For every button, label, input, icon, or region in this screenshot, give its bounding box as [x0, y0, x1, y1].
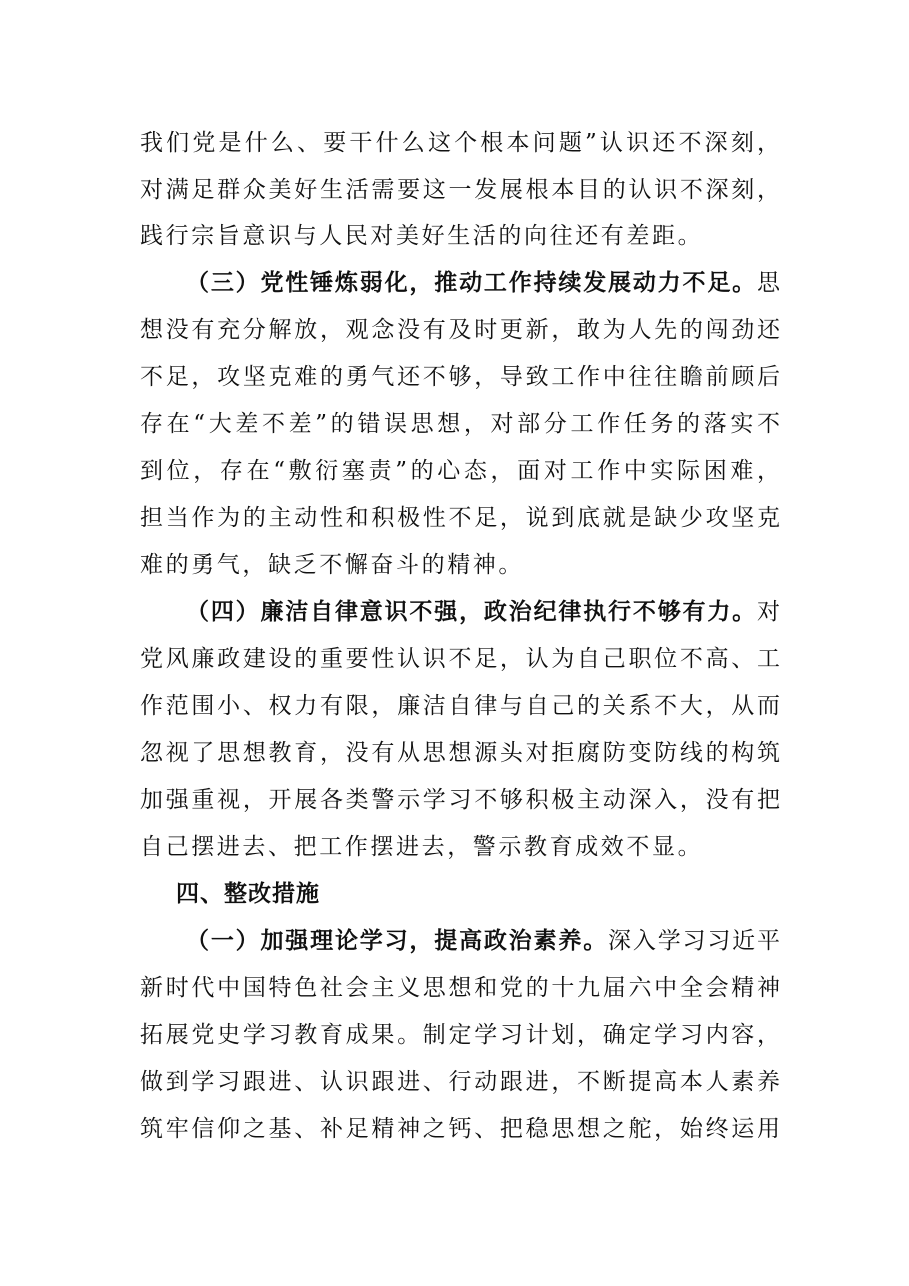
- body-line: 做到学习跟进、认识跟进、行动跟进，不断提高本人素养: [140, 1069, 780, 1095]
- paragraph-heading: （一）加强理论学习，提高政治素养。: [186, 928, 609, 954]
- body-line: 拓展党史学习教育成果。制定学习计划，确定学习内容，: [140, 1022, 780, 1048]
- body-line: 我们党是什么、要干什么这个根本问题”认识还不深刻，: [140, 130, 780, 156]
- body-line: 党风廉政建设的重要性认识不足，认为自己职位不高、工: [140, 646, 780, 672]
- body-line: 新时代中国特色社会主义思想和党的十九届六中全会精神: [140, 975, 780, 1001]
- body-line: 想没有充分解放，观念没有及时更新，敢为人先的闯劲还: [140, 317, 780, 343]
- paragraph-heading: （三）党性锤炼弱化，推动工作持续发展动力不足。: [186, 270, 757, 296]
- paragraph-first-line: [186, 921, 780, 961]
- body-line: 践行宗旨意识与人民对美好生活的向往还有差距。: [140, 223, 704, 249]
- body-line: 担当作为的主动性和积极性不足，说到底就是缺少攻坚克: [140, 505, 780, 531]
- body-line: 对满足群众美好生活需要这一发展根本目的认识不深刻，: [140, 177, 780, 203]
- body-line: 自己摆进去、把工作摆进去，警示教育成效不显。: [140, 834, 704, 860]
- body-line: 作范围小、权力有限，廉洁自律与自己的关系不大，从而: [140, 693, 780, 719]
- body-line: 加强重视，开展各类警示学习不够积极主动深入，没有把: [140, 787, 780, 813]
- paragraph-first-text: 思: [757, 270, 780, 296]
- paragraph-first-text: 对: [757, 599, 780, 625]
- paragraph-first-line: [186, 592, 780, 632]
- paragraph-heading: （四）廉洁自律意识不强，政治纪律执行不够有力。: [186, 599, 757, 625]
- body-line: 筑牢信仰之基、补足精神之钙、把稳思想之舵，始终运用: [140, 1116, 780, 1142]
- paragraph-first-line: [186, 263, 780, 303]
- section-title: 四、整改措施: [176, 881, 320, 907]
- body-line: 难的勇气，缺乏不懈奋斗的精神。: [140, 552, 524, 578]
- body-line: 忽视了思想教育，没有从思想源头对拒腐防变防线的构筑: [140, 740, 780, 766]
- body-line: 到位，存在“敷衍塞责”的心态，面对工作中实际困难，: [140, 458, 780, 484]
- body-line: 不足，攻坚克难的勇气还不够，导致工作中往往瞻前顾后: [140, 364, 780, 390]
- body-line: 存在“大差不差”的错误思想，对部分工作任务的落实不: [140, 411, 780, 437]
- paragraph-first-text: 深入学习习近平: [608, 928, 781, 954]
